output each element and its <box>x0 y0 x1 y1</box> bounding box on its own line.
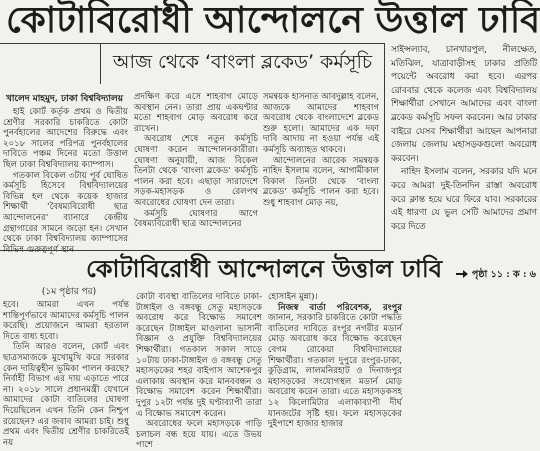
paragraph: আন্দোলনের আরেক সমন্বয়ক নাহিদ ইসলাম বলেন, আগামীকাল বিকাল তিনটা থেকে ‘বাংলা ব্লকেড’ কর্মসূচি পালন করা হবে। শুধু শাহবাগ মোড় নয়, <box>263 155 379 208</box>
paragraph: তিনি আরও বলেন, কোর্ট এবং ছাত্রসমাজকে মুখোমুখি করে সরকার কেন দায়িত্বহীন ভূমিকা পালন করছে? নির্বাহী বিভাগ এর দায় এড়াতে পারে না। ২০১৮ সালে প্রধানমন্ত্রী যেখানে আমাদের কোটা বাতিলের ঘোষণা দিয়েছিলেন এখন তিনি কেন নিশ্চুপ রয়েছেন? এর জবাব আমরা চাই। শুধু প্রথম এবং দ্বিতীয় শ্রেণীর চাকরিতেই নয় <box>3 342 129 448</box>
continued-from-note: (১ম পৃষ্ঠার পর) <box>41 287 97 297</box>
section-rule <box>0 250 385 251</box>
paragraph: হবে। আমরা এখন পর্যন্ত শান্তিপূর্ণভাবে আমাদের কর্মসূচি পালন করেছি। প্রয়োজনে আমরা হরতাল দিতে বাধ্য হবো। <box>3 300 129 342</box>
front-column-2 <box>134 92 258 249</box>
front-column-4 <box>391 44 537 266</box>
column-rule <box>384 43 385 250</box>
arrow-right-icon <box>456 270 468 281</box>
paragraph: সমন্বয়ক হাসনাত আবদুল্লাহ বলেন, আজকে আমাদের শাহবাগ অবরোধ থেকে বাংলাদেশে ব্লকেড শুরু হলো। আমাদের এক দফা দাবি আদায় না হওয়া পর্যন্ত এই কর্মসূচি অব্যাহত থাকবে। <box>263 92 379 155</box>
paragraph: অবরোধ শেষে নতুন কর্মসূচি ঘোষণা করেন আন্দোলনকারীরা। ঘোষণা অনুযায়ী, আজ বিকেল তিনটা থেকে ‘বাংলা ব্লকেড’ কর্মসূচি পালন করা হবে। এছাড়া সারাদেশে সড়ক-মহাসড়ক ও রেলপথ অবরোধের ঘোষণা দেন তারা। <box>134 134 258 208</box>
paragraph-body: জানান, সরকারি চাকরিতে কোটা পদ্ধতি বাতিলের দাবিতে রংপুর নগরীর মডার্ন মোড় অবরোধ করে বিক্ষোভ করেছেন বেগম রোকেয়া বিশ্ববিদ্যালয়ের শিক্ষার্থীরা। গতকাল দুপুরে রংপুর-ঢাকা, কুড়িগ্রাম, লালমনিরহাট ও দিনাজপুর মহাসড়কের সংযোগস্থল মডার্ন মোড় অবরোধ করেন তারা। এতে মহাসড়কসহ ১২ কিলোমিটার এলাকাব্যাপী দীর্ঘ যানজটের সৃষ্টি হয়। ফলে মহাসড়কের দুইপাশে হাজার হাজার <box>268 313 402 430</box>
dateline: নিজস্ব বার্তা পরিবেশক, রংপুর <box>278 302 402 313</box>
paragraph: কোটা ব্যবস্থা বাতিলের দাবিতে ঢাকা-টাঙ্গাইল ও বঙ্গবন্ধু সেতু মহাসড়কে অবরোধ করে বিক্ষোভ সমাবেশ করেছেন টাঙ্গাইল মাওলানা ভাসানী বিজ্ঞান ও প্রযুক্তি বিশ্ববিদ্যালয়ের শিক্ষার্থীরা। গতকাল সকাল সাড়ে ১০টায় ঢাকা-টাঙ্গাইল ও বঙ্গবন্ধু সেতু মহাসড়কের শহর বাইপাস আশেকপুর এলাকায় অবস্থান করে মানববন্ধন ও বিক্ষোভ সমাবেশ করেন শিক্ষার্থীরা। দুপুর ১২টা পর্যন্ত দুই ঘণ্টাব্যাপী তারা এ বিক্ষোভ সমাবেশ করেন। <box>136 292 262 419</box>
paragraph: নাহিদ ইসলাম বলেন, সরকার যদি মনে করে আমরা দুই-তিনদিন রাস্তা অবরোধ করে ক্লান্ত হয়ে ঘরে ফিরে যাব। সরকারের এই ধারণা যে ভুল সেটি আমাদের প্রমাণ করে দিতে <box>391 167 537 232</box>
continuation-column-3 <box>268 292 402 440</box>
paragraph <box>268 303 402 430</box>
paragraph: হাই কোর্ট কর্তৃক প্রথম ও দ্বিতীয় শ্রেণীর সরকারি চাকরিতে কোটা পুনর্বহালের আদেশের বিরুদ্ধে এবং ২০১৮ সালের পরিপত্র পুনর্বহালের দাবিতে পঞ্চম দিনের মতো উত্তাল ছিল ঢাকা বিশ্ববিদ্যালয় ক্যাম্পাস। <box>3 107 128 170</box>
front-column-3 <box>263 92 379 249</box>
jump-label: পৃষ্ঠা ১১ : ক : ৬ <box>471 268 536 280</box>
continuation-column-2 <box>136 292 262 451</box>
front-column-1 <box>3 107 128 249</box>
byline: খালেদ মাহমুদ, ঢাকা বিশ্ববিদ্যালয় <box>6 94 124 104</box>
paragraph: অবরোধের ফলে মহাসড়কে গাড়ি চলাচল বন্ধ হয়ে যায়। এতে উভয় পাশে <box>136 419 262 451</box>
main-headline: কোটাবিরোধী আন্দোলনে উত্তাল ঢাবি <box>6 0 540 41</box>
continuation-headline: কোটাবিরোধী আন্দোলনে উত্তাল ঢাবি <box>86 255 443 283</box>
paragraph: হোসাইন মুন্না)। <box>268 292 318 302</box>
paragraph: প্রদক্ষিণ করে এসে শাহবাগ মোড়ে অবস্থান নেন। তারা প্রায় একঘণ্টার মতো শাহবাগ মোড় অবরোধ করে রাখেন। <box>134 92 258 134</box>
subheadline: আজ থেকে ‘বাংলা ব্লকেড’ কর্মসূচি <box>100 44 384 84</box>
paragraph: সাইন্সল্যাব, চানখারপুল, নীলক্ষেত, মতিঝিল, যাত্রাবাড়ীসহ ঢাকার প্রতিটি পয়েন্টে অবরোধ করা হবে। এরপর রোববার থেকে কলেজ এবং বিশ্ববিদ্যালয় শিক্ষার্থীরা সেখানে আমাদের এবং বাংলা ব্লকেড কর্মসূচি সফল করবেন। আর ঢাকার বাইরে যেসব শিক্ষার্থীরা আছেন আপনারা জেলায় জেলায় মহাসড়কগুলো অবরোধ করবেন। <box>391 45 537 164</box>
paragraph: গতকাল বিকেল ৩টায় পূর্ব ঘোষিত কর্মসূচি হিসেবে বিশ্ববিদ্যালয়ের বিভিন্ন হল থেকে কয়েক হাজার শিক্ষার্থী ‘বৈষম্যবিরোধী ছাত্র আন্দোলনের’ ব্যানারে কেন্দ্রীয় গ্রন্থাগারের সামনে জড়ো হন। সেখান থেকে ঢাকা বিশ্ববিদ্যালয় ক্যাম্পাসের <box>3 170 128 245</box>
paragraph: কর্মসূচি ঘোষণার আগে বৈষম্যবিরোধী ছাত্র আন্দোলনের <box>134 208 258 230</box>
continuation-column-1 <box>3 300 129 448</box>
